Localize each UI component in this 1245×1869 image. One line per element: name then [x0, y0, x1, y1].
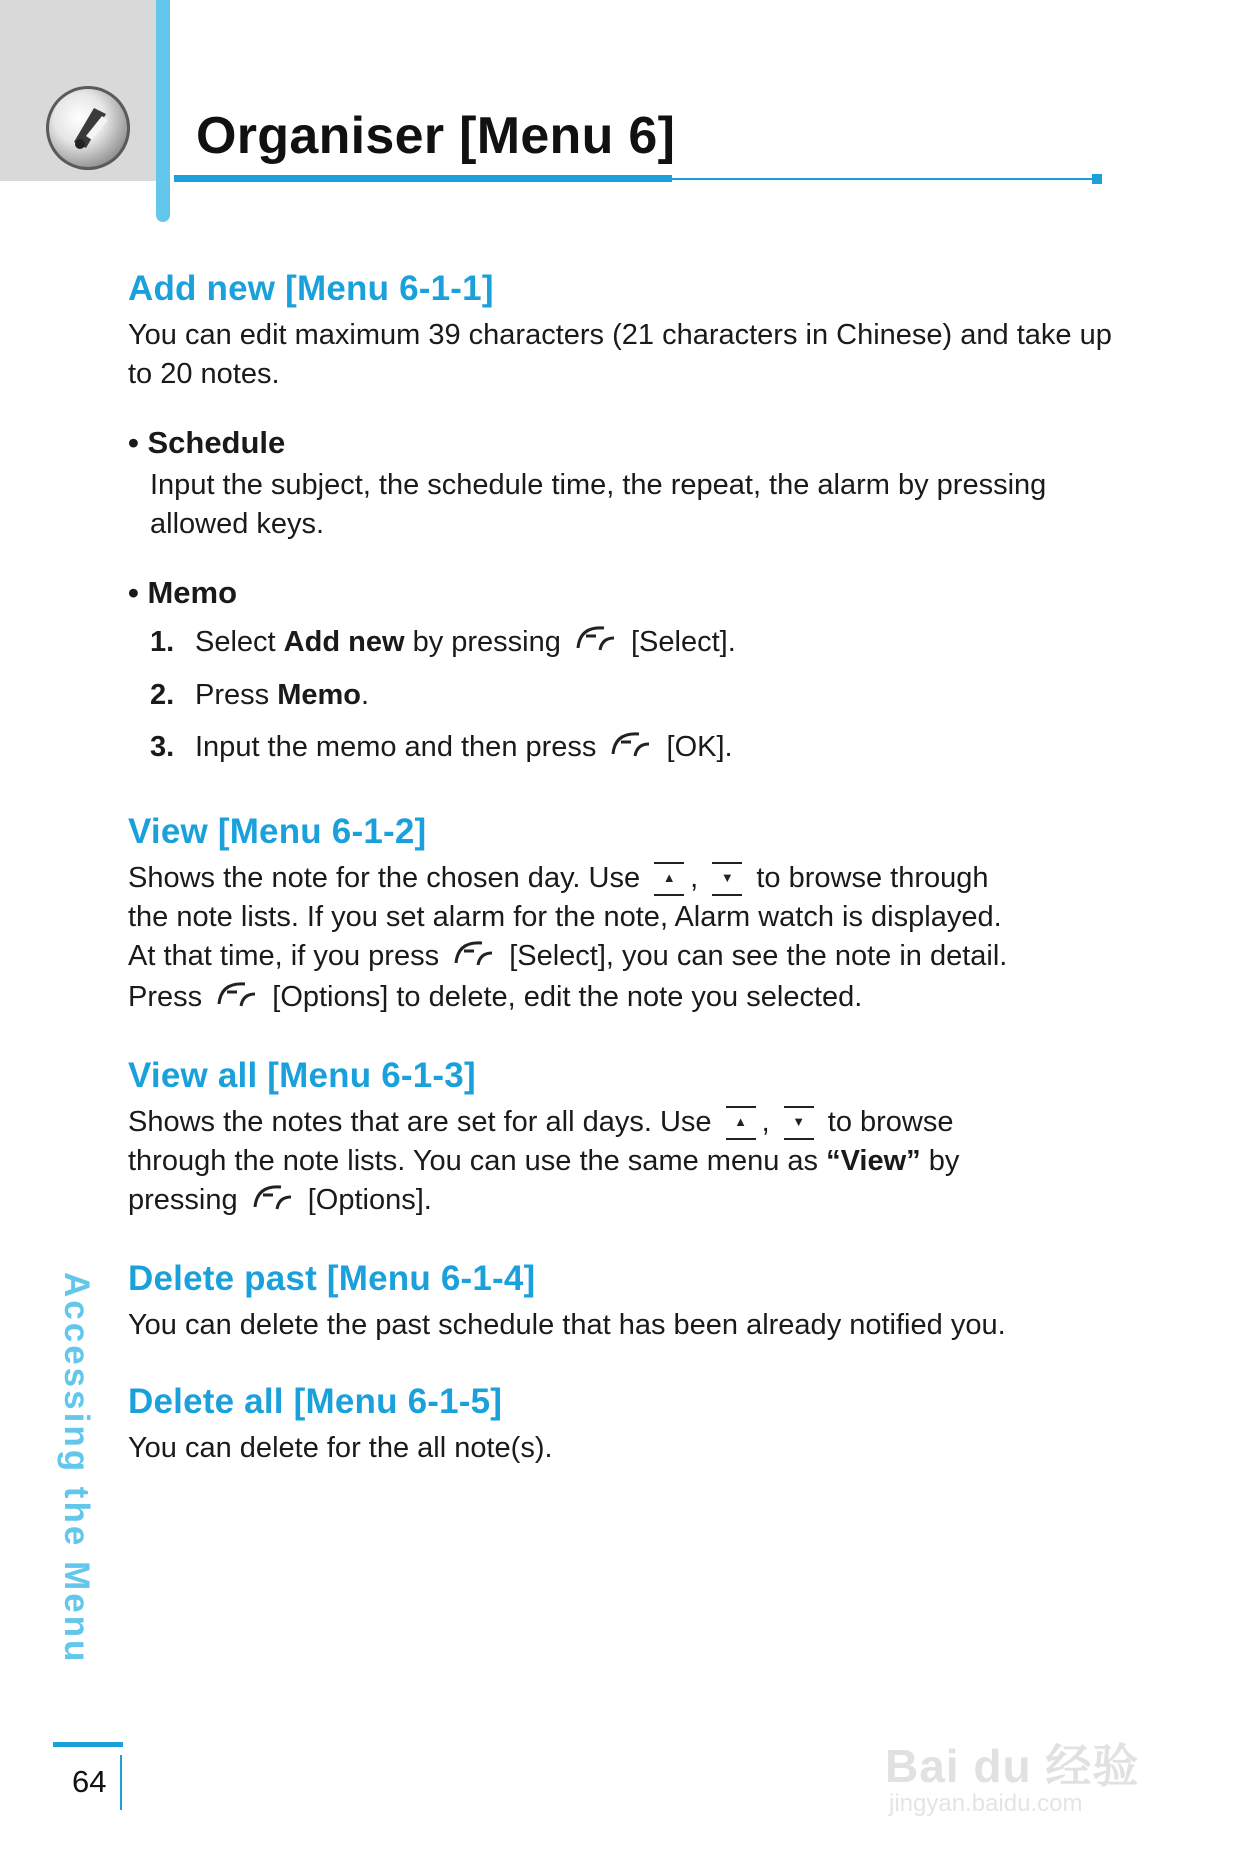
- title-underline-end-square: [1092, 174, 1102, 184]
- step-text-post: .: [360, 679, 370, 712]
- left-soft-key-icon: [609, 723, 653, 775]
- delete-past-body: You can delete the past schedule that has been already notified you.: [128, 1308, 1006, 1341]
- view-line-4-pre: Press: [128, 980, 203, 1013]
- step-text-pre: Input the memo and then press: [195, 731, 597, 764]
- step-text: [195, 721, 733, 774]
- nav-down-key-icon: ▼: [712, 862, 742, 896]
- nav-down-key-icon: ▼: [784, 1106, 814, 1140]
- page-number-rule: [53, 1742, 123, 1747]
- step-text-post: [Select].: [622, 626, 736, 658]
- add-new-body: You can edit maximum 39 characters (21 characters in Chinese) and take up to 20 notes.: [128, 319, 1112, 390]
- title-underline-thin: [672, 178, 1092, 180]
- schedule-bullet-title: • Schedule: [128, 425, 286, 460]
- step-text-bold: Add new: [283, 626, 405, 658]
- view-line-4-post: [Options] to delete, edit the note you selected.: [264, 980, 863, 1013]
- section-heading-view-all: View all [Menu 6-1-3]: [128, 1055, 476, 1095]
- page-number-tick: [120, 1755, 122, 1810]
- step-text-post: [OK].: [658, 731, 733, 764]
- memo-step: [128, 669, 1113, 721]
- delete-all-body: You can delete for the all note(s).: [128, 1431, 553, 1464]
- section-heading-delete-past: Delete past [Menu 6-1-4]: [128, 1258, 536, 1298]
- step-text-mid: by pressing: [404, 626, 561, 658]
- nav-up-key-icon: ▲: [654, 862, 684, 896]
- section-heading-view: View [Menu 6-1-2]: [128, 811, 427, 851]
- watermark-url: jingyan.baidu.com: [889, 1790, 1083, 1817]
- left-soft-key-icon: [452, 937, 496, 978]
- sidebar-section-label: Accessing the Menu: [57, 1272, 96, 1665]
- view-all-body: [128, 1103, 1113, 1222]
- view-body: [128, 859, 1113, 1019]
- view-line-1-pre: Shows the note for the chosen day. Use: [128, 861, 641, 894]
- page-number: 64: [72, 1764, 107, 1799]
- section-heading-delete-all: Delete all [Menu 6-1-5]: [128, 1381, 503, 1421]
- view-all-line-2-pre: through the note lists. You can use the same menu as: [128, 1144, 827, 1177]
- step-text: [195, 669, 369, 721]
- view-all-line-1-pre: Shows the notes that are set for all days. Use: [128, 1105, 712, 1138]
- left-soft-key-icon: [574, 617, 618, 669]
- view-line-2: the note lists. If you set alarm for the note, Alarm watch is displayed.: [128, 900, 1002, 933]
- section-heading-add-new: Add new [Menu 6-1-1]: [128, 269, 494, 308]
- step-text-pre: Press: [195, 679, 278, 712]
- comma: ,: [690, 861, 699, 894]
- memo-step: [128, 721, 1113, 774]
- view-all-line-2-post: by: [920, 1144, 960, 1177]
- header-vertical-bar: [156, 0, 170, 222]
- step-text: [195, 616, 736, 669]
- view-all-line-3-pre: pressing: [128, 1183, 238, 1216]
- memo-bullet-title: • Memo: [128, 575, 238, 610]
- organiser-logo-icon: [46, 86, 130, 170]
- title-underline-thick: [174, 175, 672, 182]
- view-all-line-3-post: [Options].: [299, 1183, 432, 1216]
- left-soft-key-icon: [215, 978, 259, 1019]
- page-content: [128, 262, 1113, 1468]
- comma: ,: [761, 1105, 770, 1138]
- left-soft-key-icon: [251, 1181, 295, 1222]
- step-number: 2.: [150, 679, 175, 712]
- step-number: 3.: [150, 731, 175, 764]
- view-line-1-post: to browse through: [748, 861, 989, 894]
- step-text-pre: Select: [195, 626, 284, 658]
- baidu-watermark: [885, 1690, 1185, 1830]
- page-title: Organiser [Menu 6]: [196, 107, 676, 165]
- view-line-3-pre: At that time, if you press: [128, 939, 440, 972]
- step-text-bold: Memo: [277, 679, 361, 712]
- step-number: 1.: [150, 626, 175, 658]
- view-line-3-post: [Select], you can see the note in detail.: [501, 939, 1008, 972]
- schedule-body: Input the subject, the schedule time, the repeat, the alarm by pressing allowed keys.: [150, 469, 1047, 540]
- view-all-line-2-bold: “View”: [826, 1144, 921, 1177]
- view-all-line-1-post: to browse: [819, 1105, 954, 1138]
- memo-step: [128, 616, 1113, 669]
- watermark-brand: Bai du 经验: [885, 1740, 1140, 1792]
- nav-up-key-icon: ▲: [726, 1106, 756, 1140]
